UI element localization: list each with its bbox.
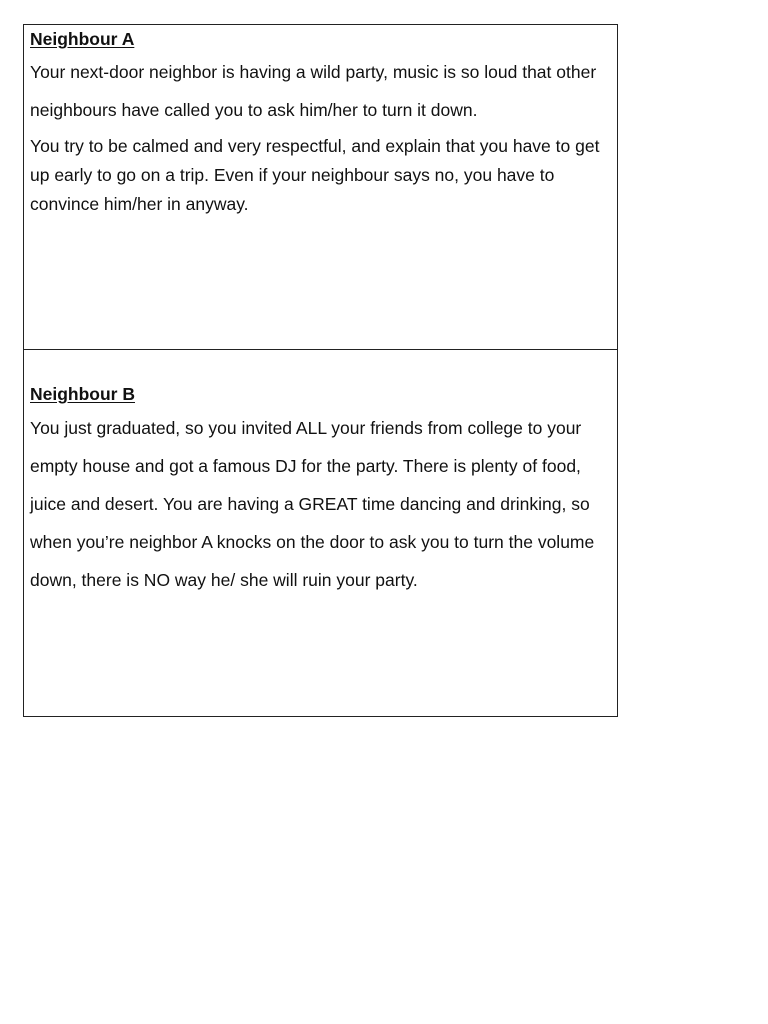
neighbour-a-heading: Neighbour A [30, 29, 135, 49]
neighbour-a-paragraph-2: You try to be calmed and very respectful, and explain that you have to get up early to go on a trip. Even if your neighbour says no, you have to convince him/her in anyway. [30, 136, 600, 214]
neighbour-b-paragraph-1: You just graduated, so you invited ALL your friends from college to your empty house and got a famous DJ for the party. There is plenty of food, juice and desert. You are having a GREAT time dancing and drinking, so when you’re neighbor A knocks on the door to ask you to turn the volume down, there is NO way he/ she will ruin your party. [30, 418, 595, 590]
neighbour-b-heading: Neighbour B [30, 384, 135, 404]
neighbour-a-paragraph-1: Your next-door neighbor is having a wild party, music is so loud that other neighbours have called you to ask him/her to turn it down. [30, 62, 597, 120]
role-cards [23, 24, 618, 717]
neighbour-a-card [23, 24, 618, 350]
neighbour-b-card [23, 350, 618, 717]
